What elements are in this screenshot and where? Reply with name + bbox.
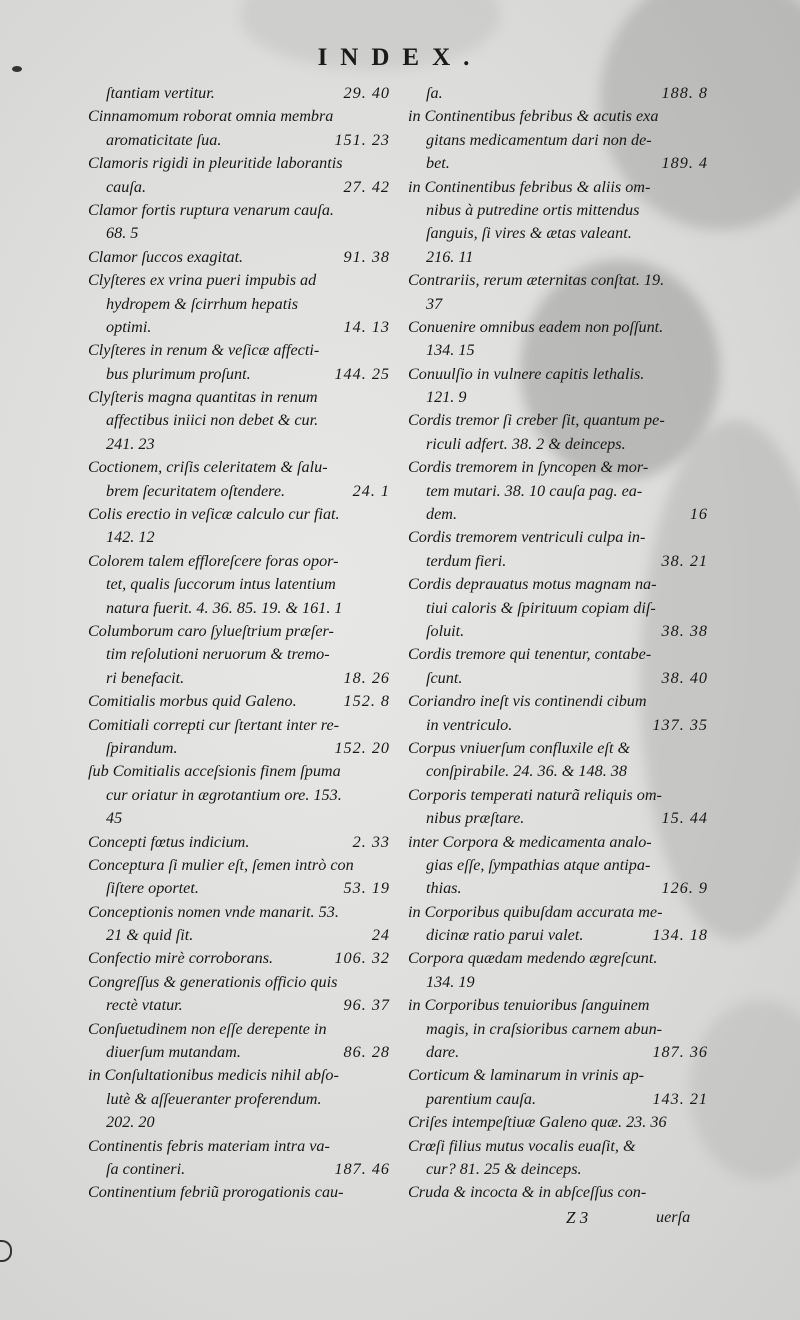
entry-text: 216. 11: [426, 247, 474, 266]
entry-text: cur oriatur in ægrotantium ore. 153.: [106, 785, 342, 804]
entry-reference: [702, 363, 708, 386]
index-entry-line: [88, 597, 390, 620]
entry-reference: [384, 1135, 390, 1158]
entry-text: Conuenire omnibus eadem non poſſunt.: [408, 317, 664, 336]
signature-mark: Z 3: [566, 1208, 589, 1227]
entry-text: in Conſultationibus medicis nihil abſo-: [88, 1066, 339, 1085]
index-entry-line: [88, 1064, 390, 1087]
index-entry-line: [88, 316, 390, 339]
binding-mark: [0, 1240, 12, 1262]
entry-reference: 189. 4: [661, 154, 708, 173]
index-entry-line: [88, 456, 390, 479]
entry-text: ſiſtere oportet.: [106, 879, 199, 898]
entry-reference: [384, 1018, 390, 1041]
index-entry-line: [88, 831, 390, 854]
entry-reference: [702, 1018, 708, 1041]
entry-text: Conuulſio in vulnere capitis lethalis.: [408, 364, 645, 383]
entry-text: 45: [106, 809, 123, 828]
entry-reference: 144. 25: [334, 364, 390, 383]
entry-text: natura fuerit. 4. 36. 85. 19. & 161. 1: [106, 598, 343, 617]
left-column: [88, 82, 390, 1205]
index-entry-line: [408, 433, 708, 456]
index-entry-line: [88, 129, 390, 152]
right-column: [408, 82, 708, 1205]
entry-reference: 187. 36: [652, 1043, 708, 1062]
entry-text: Clyſteres in renum & veſicæ affecti-: [88, 341, 320, 360]
entry-reference: [702, 433, 708, 456]
entry-reference: [384, 573, 390, 596]
entry-reference: [702, 901, 708, 924]
index-entry-line: [88, 667, 390, 690]
entry-text: Columborum caro ſylueſtrium præſer-: [88, 621, 334, 640]
entry-text: Coriandro ineſt vis continendi cibum: [408, 692, 647, 711]
entry-text: in Continentibus febribus & aliis om-: [408, 177, 651, 196]
entry-text: riculi adfert. 38. 2 & deinceps.: [426, 434, 626, 453]
entry-text: 134. 19: [426, 972, 475, 991]
index-entry-line: [408, 924, 708, 947]
index-entry-line: [88, 1041, 390, 1064]
index-entry-line: [88, 1135, 390, 1158]
entry-reference: [384, 433, 390, 456]
entry-text: Cordis deprauatus motus magnam na-: [408, 575, 657, 594]
index-entry-line: [408, 386, 708, 409]
index-entry-line: [408, 1181, 708, 1204]
index-entry-line: [88, 877, 390, 900]
index-entry-line: [88, 152, 390, 175]
entry-reference: 96. 37: [343, 996, 390, 1015]
index-entry-line: [408, 760, 708, 783]
entry-reference: 143. 21: [652, 1089, 708, 1108]
index-entry-line: [88, 620, 390, 643]
index-entry-line: [88, 105, 390, 128]
entry-text: nibus præſtare.: [426, 809, 525, 828]
entry-reference: [384, 339, 390, 362]
index-entry-line: [408, 480, 708, 503]
entry-text: Colorem talem effloreſcere foras opor-: [88, 551, 339, 570]
entry-text: inter Corpora & medicamenta analo-: [408, 832, 652, 851]
entry-reference: [702, 1135, 708, 1158]
entry-text: affectibus iniici non debet & cur.: [106, 411, 319, 430]
index-entry-line: [408, 597, 708, 620]
entry-text: tim reſolutioni neruorum & tremo-: [106, 645, 330, 664]
index-entry-line: [408, 643, 708, 666]
entry-reference: [702, 994, 708, 1017]
entry-text: tem mutari. 38. 10 cauſa pag. ea-: [426, 481, 643, 500]
index-entry-line: [408, 176, 708, 199]
index-entry-line: [408, 152, 708, 175]
index-entry-line: [408, 690, 708, 713]
entry-text: Cordis tremore qui tenentur, contabe-: [408, 645, 652, 664]
entry-text: 142. 12: [106, 528, 155, 547]
index-entry-line: [408, 1018, 708, 1041]
entry-text: in Continentibus febribus & acutis exa: [408, 107, 659, 126]
index-entry-line: [408, 222, 708, 245]
entry-text: cur? 81. 25 & deinceps.: [426, 1159, 582, 1178]
index-entry-line: [88, 971, 390, 994]
entry-reference: 38. 38: [661, 621, 708, 640]
entry-reference: [702, 1064, 708, 1087]
entry-text: Clamor fortis ruptura venarum cauſa.: [88, 200, 334, 219]
entry-text: Cordis tremorem in ſyncopen & mor-: [408, 458, 649, 477]
index-entry-line: [88, 269, 390, 292]
entry-text: aromaticitate ſua.: [106, 130, 222, 149]
entry-text: 68. 5: [106, 224, 139, 243]
index-entry-line: [408, 831, 708, 854]
entry-reference: 126. 9: [661, 879, 708, 898]
index-entry-line: [408, 971, 708, 994]
entry-reference: [384, 714, 390, 737]
entry-text: dem.: [426, 505, 458, 524]
entry-text: Clyſteres ex vrina pueri impubis ad: [88, 271, 317, 290]
entry-reference: [702, 854, 708, 877]
entry-text: ſanguis, ſi vires & ætas valeant.: [426, 224, 632, 243]
entry-text: ri benefacit.: [106, 668, 185, 687]
entry-text: bus plurimum proſunt.: [106, 364, 251, 383]
index-entry-line: [88, 1088, 390, 1111]
entry-text: dare.: [426, 1043, 460, 1062]
entry-reference: 15. 44: [661, 809, 708, 828]
entry-text: Cordis tremorem ventriculi culpa in-: [408, 528, 646, 547]
index-entry-line: [88, 199, 390, 222]
index-entry-line: [88, 386, 390, 409]
entry-text: 37: [426, 294, 443, 313]
index-entry-line: [88, 901, 390, 924]
entry-reference: [702, 947, 708, 970]
entry-text: diuerſum mutandam.: [106, 1043, 241, 1062]
entry-reference: [384, 760, 390, 783]
entry-reference: 86. 28: [343, 1043, 390, 1062]
entry-reference: 18. 26: [343, 668, 390, 687]
entry-reference: [384, 105, 390, 128]
entry-reference: [384, 971, 390, 994]
index-entry-line: [88, 1181, 390, 1204]
entry-text: Criſes intempeſtiuæ Galeno quæ. 23. 36: [408, 1113, 667, 1132]
index-entry-line: [88, 82, 390, 105]
index-entry-line: [88, 737, 390, 760]
entry-reference: 27. 42: [343, 177, 390, 196]
index-entry-line: [88, 293, 390, 316]
entry-reference: [384, 293, 390, 316]
entry-reference: [702, 246, 708, 269]
index-entry-line: [408, 199, 708, 222]
entry-reference: 151. 23: [334, 130, 390, 149]
entry-reference: [702, 690, 708, 713]
entry-text: Conceptura ſi mulier eſt, ſemen intrò con: [88, 855, 354, 874]
entry-text: gias eſſe, ſympathias atque antipa-: [426, 855, 651, 874]
index-entry-line: [408, 526, 708, 549]
entry-text: tiui caloris & ſpirituum copiam diſ-: [426, 598, 656, 617]
index-entry-line: [408, 105, 708, 128]
index-entry-line: [408, 1088, 708, 1111]
index-entry-line: [408, 456, 708, 479]
entry-reference: [702, 526, 708, 549]
entry-reference: 91. 38: [343, 247, 390, 266]
index-entry-line: [408, 784, 708, 807]
entry-text: Cruda & incocta & in abſceſſus con-: [408, 1183, 647, 1202]
entry-reference: [702, 316, 708, 339]
index-entry-line: [408, 854, 708, 877]
entry-text: in ventriculo.: [426, 715, 513, 734]
index-entry-line: [408, 1041, 708, 1064]
index-entry-line: [408, 1135, 708, 1158]
entry-reference: [384, 1064, 390, 1087]
entry-reference: [384, 1111, 390, 1134]
index-entry-line: [88, 222, 390, 245]
entry-reference: [702, 831, 708, 854]
index-entry-line: [88, 573, 390, 596]
index-entry-line: [408, 714, 708, 737]
entry-text: Clamor ſuccos exagitat.: [88, 247, 244, 266]
entry-text: Cinnamomum roborat omnia membra: [88, 107, 334, 126]
index-entry-line: [88, 176, 390, 199]
entry-reference: [702, 784, 708, 807]
entry-text: Congreſſus & generationis officio quis: [88, 972, 338, 991]
index-entry-line: [408, 1111, 708, 1134]
page-header: INDEX.: [317, 44, 483, 71]
index-entry-line: [408, 82, 708, 105]
entry-reference: [702, 573, 708, 596]
entry-text: hydropem & ſcirrhum hepatis: [106, 294, 298, 313]
entry-reference: 137. 35: [652, 715, 708, 734]
index-entry-line: [408, 316, 708, 339]
entry-reference: [702, 129, 708, 152]
entry-reference: [702, 643, 708, 666]
index-entry-line: [408, 269, 708, 292]
entry-reference: [384, 901, 390, 924]
index-entry-line: [88, 363, 390, 386]
index-entry-line: [88, 784, 390, 807]
index-entry-line: [408, 1064, 708, 1087]
entry-reference: [384, 854, 390, 877]
entry-text: Corporis temperati naturã reliquis om-: [408, 785, 662, 804]
entry-reference: 38. 40: [661, 668, 708, 687]
entry-text: lutè & aſſeueranter proferendum.: [106, 1089, 322, 1108]
entry-text: Coctionem, criſis celeritatem & ſalu-: [88, 458, 328, 477]
index-entry-line: [408, 246, 708, 269]
entry-reference: [702, 737, 708, 760]
entry-text: 134. 15: [426, 341, 475, 360]
entry-reference: [384, 550, 390, 573]
entry-text: Continentis febris materiam intra va-: [88, 1136, 330, 1155]
entry-text: 21 & quid ſit.: [106, 926, 194, 945]
entry-text: ſa contineri.: [106, 1159, 186, 1178]
entry-reference: [702, 176, 708, 199]
entry-text: ſpirandum.: [106, 738, 178, 757]
entry-text: ſtantiam vertitur.: [106, 84, 215, 102]
entry-reference: [384, 1088, 390, 1111]
index-entry-line: [88, 1111, 390, 1134]
entry-reference: [702, 480, 708, 503]
entry-reference: 134. 18: [652, 926, 708, 945]
index-entry-line: [88, 550, 390, 573]
index-entry-line: [88, 947, 390, 970]
index-entry-line: [88, 503, 390, 526]
entry-text: brem ſecuritatem oſtendere.: [106, 481, 286, 500]
index-entry-line: [408, 947, 708, 970]
entry-reference: [702, 971, 708, 994]
entry-text: Crœſi filius mutus vocalis euaſit, &: [408, 1136, 636, 1155]
index-entry-line: [408, 339, 708, 362]
entry-text: Corticum & laminarum in vrinis ap-: [408, 1066, 645, 1085]
entry-reference: 152. 20: [334, 738, 390, 757]
entry-reference: 53. 19: [343, 879, 390, 898]
entry-reference: [702, 597, 708, 620]
entry-text: gitans medicamentum dari non de-: [426, 130, 652, 149]
index-entry-line: [408, 409, 708, 432]
entry-text: Comitialis morbus quid Galeno.: [88, 692, 297, 711]
entry-reference: [384, 1181, 390, 1204]
entry-text: 202. 20: [106, 1113, 155, 1132]
index-entry-line: [88, 1018, 390, 1041]
entry-text: Continentium febriũ prorogationis cau-: [88, 1183, 344, 1202]
entry-reference: [702, 386, 708, 409]
entry-text: Concepti fœtus indicium.: [88, 832, 250, 851]
entry-reference: [384, 199, 390, 222]
index-entry-line: [88, 246, 390, 269]
index-entry-line: [408, 667, 708, 690]
index-entry-line: [88, 714, 390, 737]
index-entry-line: [408, 550, 708, 573]
entry-text: Corpora quædam medendo ægreſcunt.: [408, 949, 658, 968]
entry-text: cauſa.: [106, 177, 147, 196]
entry-text: 121. 9: [426, 388, 467, 407]
entry-text: in Corporibus tenuioribus ſanguinem: [408, 996, 650, 1015]
entry-text: ſub Comitialis acceſsionis finem ſpuma: [88, 762, 341, 781]
index-entry-line: [408, 129, 708, 152]
index-entry-line: [88, 339, 390, 362]
index-entry-line: [88, 433, 390, 456]
index-entry-line: [408, 807, 708, 830]
entry-reference: [702, 339, 708, 362]
entry-reference: 24: [371, 926, 390, 945]
entry-text: Clyſteris magna quantitas in renum: [88, 388, 318, 407]
index-entry-line: [88, 690, 390, 713]
entry-reference: [702, 105, 708, 128]
entry-reference: [702, 1158, 708, 1181]
index-entry-line: [88, 526, 390, 549]
entry-reference: [384, 222, 390, 245]
entry-reference: [384, 386, 390, 409]
entry-reference: 2. 33: [352, 832, 390, 851]
entry-reference: [384, 620, 390, 643]
entry-reference: [702, 293, 708, 316]
entry-text: optimi.: [106, 317, 152, 336]
index-entry-line: [408, 620, 708, 643]
entry-text: Colis erectio in veſicæ calculo cur fiat.: [88, 505, 340, 524]
index-entry-line: [408, 877, 708, 900]
index-entry-line: [408, 293, 708, 316]
entry-reference: 152. 8: [343, 692, 390, 711]
entry-reference: 29. 40: [343, 84, 390, 102]
entry-reference: [384, 503, 390, 526]
entry-text: thias.: [426, 879, 462, 898]
entry-text: nibus à putredine ortis mittendus: [426, 200, 640, 219]
entry-reference: [384, 456, 390, 479]
entry-text: ſa.: [426, 84, 443, 102]
entry-text: Corpus vniuerſum confluxile eſt &: [408, 738, 631, 757]
index-entry-line: [88, 643, 390, 666]
index-entry-line: [408, 994, 708, 1017]
entry-text: bet.: [426, 154, 450, 173]
index-entry-line: [88, 1158, 390, 1181]
entry-text: ſoluit.: [426, 621, 465, 640]
entry-reference: 188. 8: [661, 84, 708, 102]
entry-reference: [702, 409, 708, 432]
entry-reference: 38. 21: [661, 551, 708, 570]
entry-text: conſpirabile. 24. 36. & 148. 38: [426, 762, 627, 781]
entry-text: tet, qualis ſuccorum intus latentium: [106, 575, 336, 594]
entry-reference: [384, 807, 390, 830]
entry-reference: 16: [689, 505, 708, 524]
entry-reference: [384, 409, 390, 432]
catchword: uerſa: [656, 1208, 691, 1226]
entry-reference: [702, 269, 708, 292]
entry-text: Contrariis, rerum æternitas conſtat. 19.: [408, 271, 665, 290]
entry-text: Conceptionis nomen vnde manarit. 53.: [88, 902, 339, 921]
index-entry-line: [408, 901, 708, 924]
entry-reference: [384, 597, 390, 620]
index-entry-line: [88, 760, 390, 783]
index-entry-line: [408, 1158, 708, 1181]
entry-text: dicinæ ratio parui valet.: [426, 926, 584, 945]
entry-reference: [384, 643, 390, 666]
entry-text: in Corporibus quibuſdam accurata me-: [408, 902, 663, 921]
entry-text: Conſuetudinem non eſſe derepente in: [88, 1019, 327, 1038]
entry-reference: 106. 32: [334, 949, 390, 968]
index-entry-line: [88, 854, 390, 877]
index-entry-line: [88, 924, 390, 947]
index-entry-line: [408, 573, 708, 596]
index-entry-line: [408, 737, 708, 760]
index-entry-line: [88, 409, 390, 432]
entry-text: 241. 23: [106, 434, 155, 453]
entry-reference: 187. 46: [334, 1159, 390, 1178]
index-entry-line: [88, 807, 390, 830]
entry-text: rectè vtatur.: [106, 996, 183, 1015]
entry-reference: 14. 13: [343, 317, 390, 336]
index-entry-line: [88, 994, 390, 1017]
entry-text: Cordis tremor ſi creber ſit, quantum pe-: [408, 411, 665, 430]
index-entry-line: [88, 480, 390, 503]
entry-reference: [702, 1181, 708, 1204]
entry-reference: [384, 784, 390, 807]
entry-text: terdum fieri.: [426, 551, 507, 570]
entry-reference: [702, 456, 708, 479]
entry-text: Comitiali correpti cur ſtertant inter re-: [88, 715, 340, 734]
index-entry-line: [408, 363, 708, 386]
index-entry-line: [408, 503, 708, 526]
entry-text: parentium cauſa.: [426, 1089, 537, 1108]
entry-reference: 24. 1: [352, 481, 390, 500]
entry-text: ſcunt.: [426, 668, 463, 687]
entry-reference: [702, 760, 708, 783]
entry-text: Clamoris rigidi in pleuritide laborantis: [88, 154, 343, 173]
entry-reference: [384, 526, 390, 549]
entry-text: magis, in craſsioribus carnem abun-: [426, 1019, 663, 1038]
entry-reference: [702, 199, 708, 222]
entry-reference: [702, 1111, 708, 1134]
entry-reference: [384, 152, 390, 175]
entry-reference: [702, 222, 708, 245]
entry-text: Confectio mirè corroborans.: [88, 949, 274, 968]
entry-reference: [384, 269, 390, 292]
